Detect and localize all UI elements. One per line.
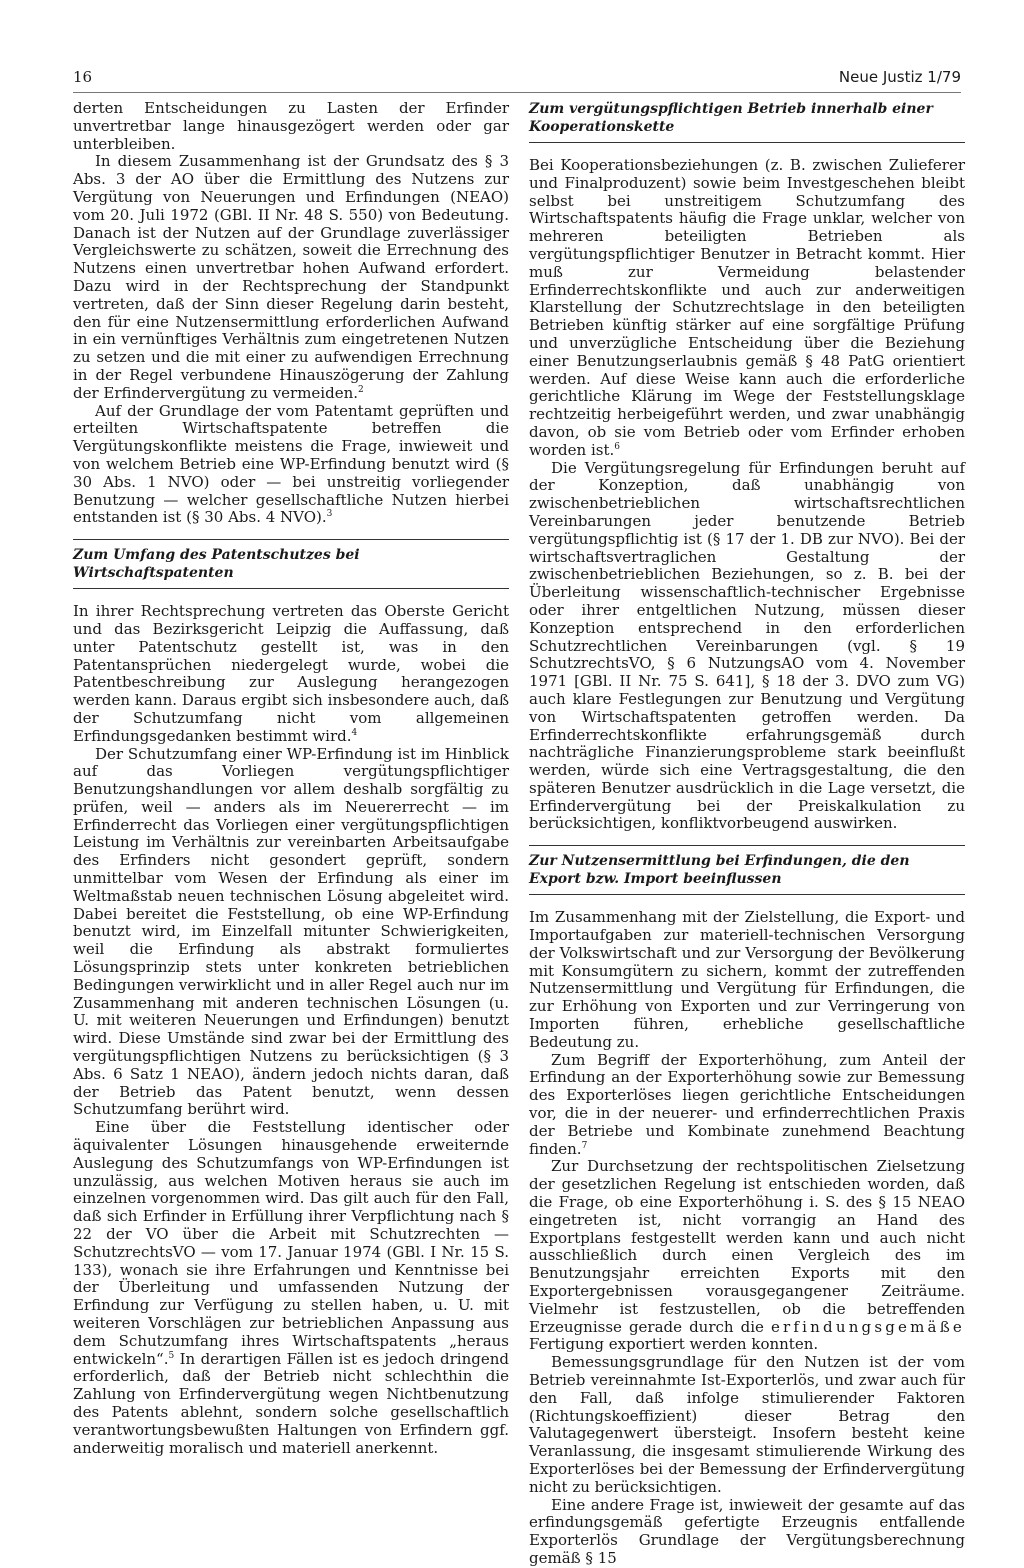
paragraph-text: Bei Kooperationsbeziehungen (z. B. zwischen Zulieferer und Finalproduzent) sowie beim Investgeschehen bleibt selbst bei unstreitigem Schutzumfang des Wirtschaftspatents häufig die Frage unklar, welcher von mehreren beteiligten Betrieben als vergütungspflichtiger Benutzer in Betracht kommt. Hier muß zur Vermeidung belastender Erfinderrechtskonflikte und auch zur anderweitigen Klarstellung der Schutzrechtslage in den beteiligten Betrieben künftig stärker auf eine sorgfältige Prüfung und unverzügliche Entscheidung über die Beziehung einer Benutzungserlaubnis gemäß § 48 PatG orientiert werden. Auf diese Weise kann auch die erforderliche gerichtliche Klärung im Wege der Feststellungsklage rechtzeitig herbeigeführt werden, und zwar unabhängig davon, ob sie vom Betrieb oder vom Erfinder erhoben worden ist. bbox=[529, 156, 965, 459]
paragraph: Der Schutzumfang einer WP-Erfindung ist im Hinblick auf das Vorliegen vergütungspflichtiger Benutzungshandlungen vor allem deshalb sorgfältig zu prüfen, weil — anders als im Neuererrecht — im Erfinderrecht das Vorliegen einer vergütungspflichtigen Leistung im Verhältnis zur vereinbarten Arbeitsaufgabe des Erfinders nicht gesondert geprüft, sondern unmittelbar vom Wesen der Erfindung als einer im Weltmaßstab neuen technischen Lösung abgeleitet wird. Dabei bereitet die Feststellung, ob eine WP-Erfindung benutzt wird, im Einzelfall mitunter Schwierigkeiten, weil die Erfindung als abstrakt formuliertes Lösungsprinzip stets unter konkreten betrieblichen Bedingungen verwirklicht und in aller Regel auch nur im Zusammenhang mit anderen technischen Lösungen (u. U. mit weiteren Neuerungen und Erfindungen) benutzt wird. Diese Umstände sind zwar bei der Ermittlung des vergütungspflichtigen Nutzens zu berücksichtigen (§ 3 Abs. 6 Satz 1 NEAO), ändern jedoch nichts daran, daß der Betrieb das Patent benutzt, wenn dessen Schutzumfang berührt wird. bbox=[73, 744, 509, 1119]
paragraph-text: Zum Begriff der Exporterhöhung, zum Anteil der Erfindung an der Exporterhöhung sowie zur Bemessung des Exporterlöses liegen gerichtliche Entscheidungen vor, die in der neuerer- und erfinderrechtlichen Praxis der Betriebe und Kombinate zunehmend Beachtung finden. bbox=[529, 1050, 965, 1158]
footnote-ref: 7 bbox=[581, 1140, 588, 1151]
paragraph-text: Fertigung exportiert werden konnten. bbox=[529, 1335, 819, 1354]
page-number: 16 bbox=[73, 68, 93, 86]
paragraph-text: In derartigen Fällen ist es jedoch dringend erforderlich, daß der Betrieb nicht schlechthin die Zahlung von Erfindervergütung wegen Nichtbenutzung des Patents ablehnt, sondern solche gesellschaftlich verantwortungsbewußten Haltungen von Erfindern ggf. anderweitig moralisch und materiell anerkennt. bbox=[73, 1349, 509, 1457]
paragraph: Die Vergütungsregelung für Erfindungen beruht auf der Konzeption, daß unabhängig von zwischenbetrieblichen wirtschaftsrechtlichen Vereinbarungen jeder benutzende Betrieb vergütungspflichtig ist (§ 17 der 1. DB zur NVO). Bei der wirtschaftsvertraglichen Gestaltung der zwischenbetrieblichen Beziehungen, so z. B. bei der Überleitung wissenschaftlich-technischer Ergebnisse oder ihrer entgeltlichen Nutzung, müssen dieser Konzeption entsprechend in den erforderlichen Schutzrechtlichen Vereinbarungen (vgl. § 19 SchutzrechtsVO, § 6 NutzungsAO vom 4. November 1971 [GBl. II Nr. 75 S. 641], § 18 der 3. DVO zum VG) auch klare Festlegungen zur Benutzung und Vergütung von Wirtschaftspatenten getroffen werden. Da Erfinderrechtskonflikte erfahrungsgemäß durch nachträgliche Finanzierungsprobleme stark beeinflußt werden, würde sich eine Vertragsgestaltung, die den späteren Benutzer ausdrücklich in die Lage versetzt, die Erfindervergütung bei der Preiskalkulation zu berücksichtigen, konfliktvorbeugend auswirken. bbox=[529, 458, 965, 833]
left-column bbox=[73, 100, 509, 1457]
paragraph: Eine andere Frage ist, inwieweit der gesamte auf das erfindungsgemäß gefertigte Erzeugnis entfallende Exporterlös Grundlage der Vergütungsberechnung gemäß § 15 bbox=[529, 1495, 965, 1567]
paragraph: Im Zusammenhang mit der Zielstellung, die Export- und Importaufgaben zur materiell-technischen Versorgung der Volkswirtschaft und zur Versorgung der Bevölkerung mit Konsumgütern zu sichern, kommt der zutreffenden Nutzensermittlung und Vergütung für Erfindungen, die zur Erhöhung von Exporten und zur Verringerung von Importen führen, erhebliche gesellschaftliche Bedeutung zu. bbox=[529, 908, 965, 1051]
paragraph bbox=[73, 1119, 509, 1457]
paragraph bbox=[529, 1158, 965, 1354]
paragraph-text: Eine über die Feststellung identischer oder äquivalenter Lösungen hinausgehende erweiternde Auslegung des Schutzumfangs von WP-Erfindungen ist unzulässig, aus welchen Motiven heraus sie auch im einzelnen vorgenommen wird. Das gilt auch für den Fall, daß sich Erfinder in Erfüllung ihrer Verpflichtung nach § 22 der VO über die Arbeit mit Schutzrechten — SchutzrechtsVO — vom 17. Januar 1974 (GBl. I Nr. 15 S. 133), wonach sie ihre Erfahrungen und Kenntnisse bei der Überleitung und umfassenden Nutzung der Erfindung zur Verfügung zu stellen haben, u. U. mit weiteren Vorschlägen zur betrieblichen Anpassung aus dem Schutzumfang ihres Wirtschaftspatents „heraus entwickeln“. bbox=[73, 1118, 509, 1368]
footnote-ref: 3 bbox=[326, 509, 333, 520]
emphasized-text: erfindungsgemäße bbox=[770, 1317, 965, 1336]
paragraph bbox=[73, 153, 509, 402]
journal-title: Neue Justiz 1/79 bbox=[838, 68, 961, 86]
paragraph bbox=[529, 1052, 965, 1159]
paragraph: Bemessungsgrundlage für den Nutzen ist der vom Betrieb vereinnahmte Ist-Exporterlös, und zwar auch für den Fall, daß infolge stimulierender Faktoren (Richtungskoeffizient) dieser Betrag den Valutagegenwert übersteigt. Insofern besteht keine Veranlassung, die insgesamt stimulierende Wirkung des Exporterlöses bei der Bemessung der Erfindervergütung nicht zu berücksichtigen. bbox=[529, 1353, 965, 1496]
paragraph: derten Entscheidungen zu Lasten der Erfinder unvertretbar lange hinausgezögert werden oder gar unterbleiben. bbox=[73, 99, 509, 153]
footnote-ref: 2 bbox=[358, 384, 364, 395]
paragraph bbox=[73, 603, 509, 745]
page-header bbox=[73, 68, 961, 93]
footnote-ref: 6 bbox=[614, 441, 620, 452]
footnote-ref: 4 bbox=[351, 727, 358, 738]
paragraph-text: Auf der Grundlage der vom Patentamt geprüften und erteilten Wirtschaftspatente betreffen die Vergütungskonflikte meistens die Frage, inwieweit und von welchem Betrieb eine WP-Erfindung benutzt wird (§ 30 Abs. 1 NVO) oder — bei unstreitig vorliegender Benutzung — welcher gesellschaftliche Nutzen hierbei entstanden ist (§ 30 Abs. 4 NVO). bbox=[73, 401, 509, 527]
paragraph-text: In ihrer Rechtsprechung vertreten das Oberste Gericht und das Bezirksgericht Leipzig die Auffassung, daß unter Patentschutz gestellt ist, was in den Patentansprüchen niedergelegt wurde, wobei die Patentbeschreibung zur Auslegung herangezogen werden kann. Daraus ergibt sich insbesondere auch, daß der Schutzumfang nicht vom allgemeinen Erfindungsgedanken bestimmt wird. bbox=[73, 602, 509, 745]
section-heading: Zur Nutzensermittlung bei Erfindungen, die den Export bzw. Import beeinflussen bbox=[529, 845, 965, 895]
section-heading: Zum vergütungspflichtigen Betrieb innerhalb einer Kooperationskette bbox=[529, 98, 965, 143]
paragraph bbox=[529, 157, 965, 460]
paragraph-text: Zur Durchsetzung der rechtspolitischen Zielsetzung der gesetzlichen Regelung ist entschieden worden, daß die Frage, ob eine Exporterhöhung i. S. des § 15 NEAO eingetreten ist, nicht vorrangig an Hand des Exportplans festgestellt werden kann und auch nicht ausschließlich durch einen Vergleich des im Benutzungsjahr erreichten Exports mit den Exportergebnissen vorausgegangener Zeiträume. Vielmehr ist festzustellen, ob die betreffenden Erzeugnisse gerade durch die bbox=[529, 1157, 965, 1336]
paragraph-text: In diesem Zusammenhang ist der Grundsatz des § 3 Abs. 3 der AO über die Ermittlung des Nutzens zur Vergütung von Neuerungen und Erfindungen (NEAO) vom 20. Juli 1972 (GBl. II Nr. 48 S. 550) von Bedeutung. Danach ist der Nutzen auf der Grundlage zuverlässiger Vergleichswerte zu schätzen, soweit die Errechnung des Nutzens einen unvertretbar hohen Aufwand erfordert. Dazu wird in der Rechtsprechung der Standpunkt vertreten, daß der Sinn dieser Regelung darin besteht, den für eine Nutzensermittlung erforderlichen Aufwand in ein vernünftiges Verhältnis zum eingetretenen Nutzen zu setzen und die mit einer zu aufwendigen Errechnung in der Regel verbundene Hinauszögerung der Zahlung der Erfindervergütung zu vermeiden. bbox=[73, 152, 509, 402]
section-heading: Zum Umfang des Patentschutzes bei Wirtschaftspatenten bbox=[73, 539, 509, 589]
right-column bbox=[529, 98, 965, 1568]
paragraph bbox=[73, 403, 509, 528]
footnote-ref: 5 bbox=[168, 1350, 175, 1361]
